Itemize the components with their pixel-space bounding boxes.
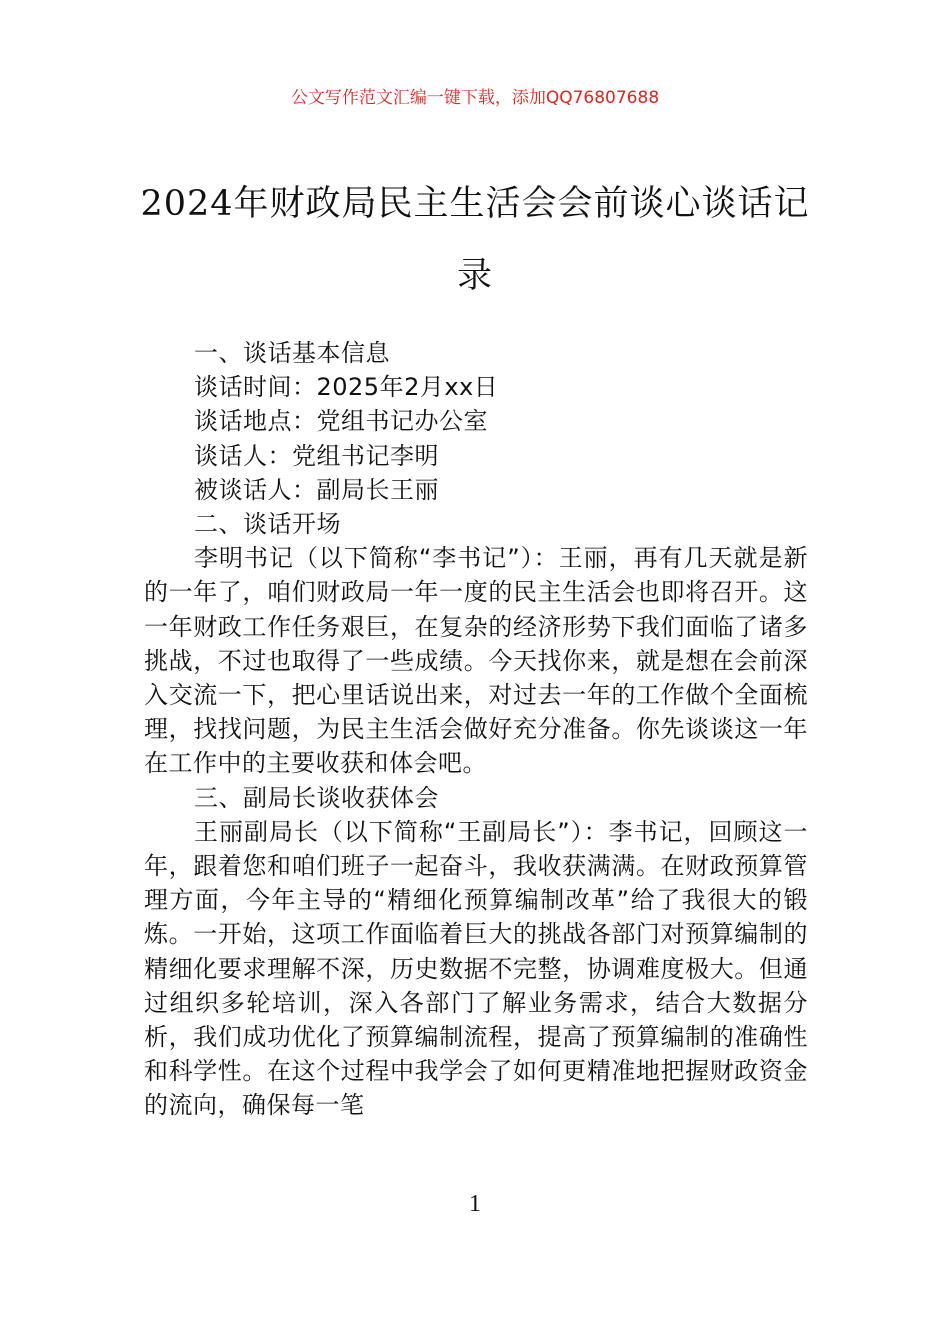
section-heading-opening: 二、谈话开场 [194, 510, 341, 539]
document-body [144, 336, 808, 1123]
page-number: 1 [469, 1191, 481, 1217]
harvest-paragraph: 王丽副局长（以下简称“王副局长”）：李书记，回顾这一年，跟着您和咱们班子一起奋斗，我收获满满。在财政预算管理方面，今年主导的“精细化预算编制改革”给了我很大的锻炼。一开始，这项工作面临着巨大的挑战各部门对预算编制的精细化要求理解不深，历史数据不完整，协调难度极大。但通过组织多轮培训，深入各部门了解业务需求，结合大数据分析，我们成功优化了预算编制流程，提高了预算编制的准确性和科学性。在这个过程中我学会了如何更精准地把握财政资金的流向，确保每一笔 [144, 817, 808, 1120]
download-promo-note: 公文写作范文汇编一键下载，添加QQ76807688 [290, 88, 660, 108]
section-heading-basic-info: 一、谈话基本信息 [194, 339, 390, 367]
document-title: 2024年财政局民主生活会会前谈心谈话记录 [140, 184, 810, 296]
talk-time: 谈话时间：2025年2月xx日 [194, 373, 499, 402]
talk-place: 谈话地点：党组书记办公室 [194, 407, 488, 436]
talk-speaker: 谈话人：党组书记李明 [194, 441, 439, 470]
section-heading-harvest: 三、副局长谈收获体会 [194, 783, 439, 812]
talk-listener: 被谈话人：副局长王丽 [194, 475, 439, 504]
opening-paragraph: 李明书记（以下简称“李书记”）：王丽，再有几天就是新的一年了，咱们财政局一年一度的民主生活会也即将召开。这一年财政工作任务艰巨，在复杂的经济形势下我们面临了诸多挑战，不过也取得了一些成绩。今天找你来，就是想在会前深入交流一下，把心里话说出来，对过去一年的工作做个全面梳理，找找问题，为民主生活会做好充分准备。你先谈谈这一年在工作中的主要收获和体会吧。 [144, 544, 808, 778]
